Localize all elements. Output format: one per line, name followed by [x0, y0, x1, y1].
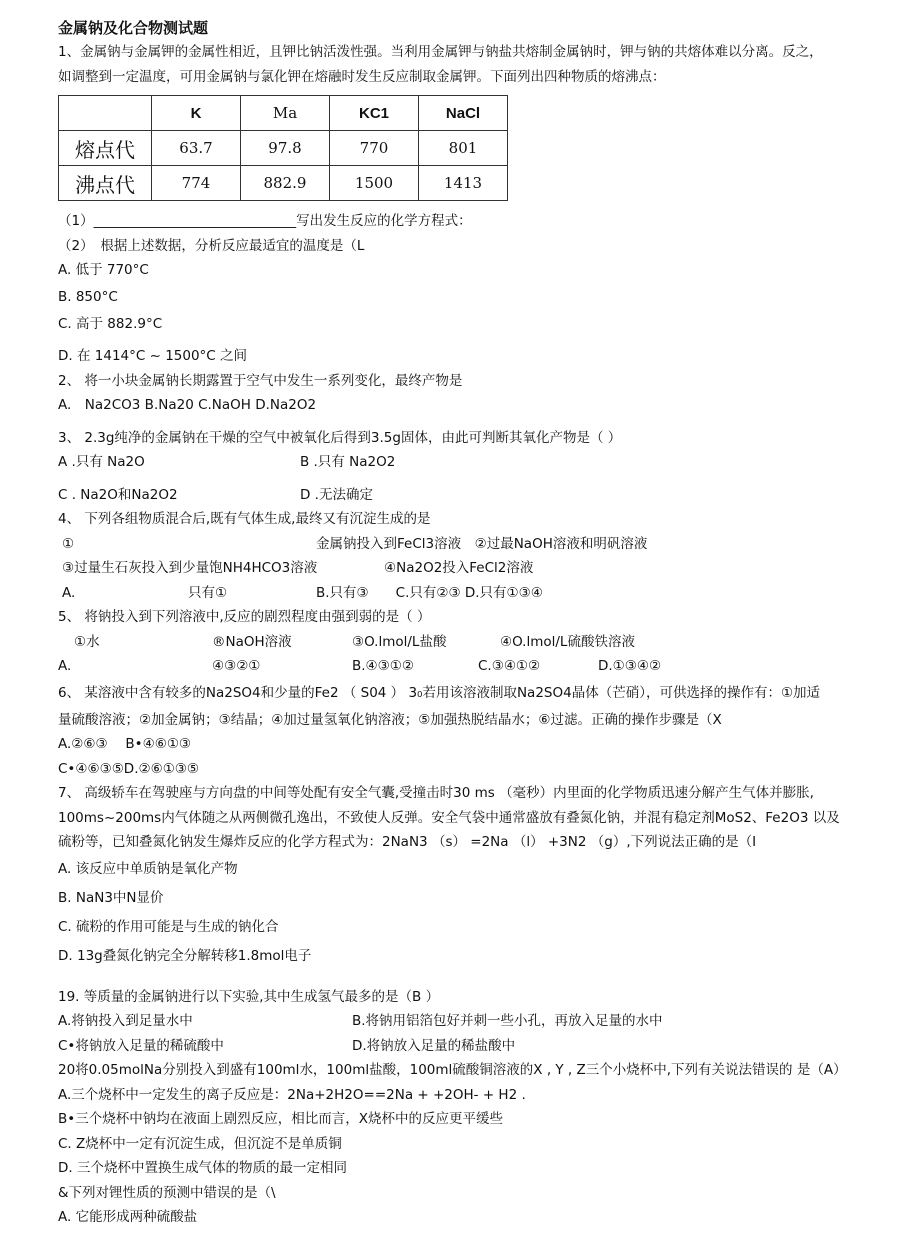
- q7-option-a: A. 该反应中单质钠是氧化产物: [58, 860, 238, 877]
- table-header-cell: NaCl: [419, 96, 508, 131]
- table-cell: 97.8: [241, 131, 330, 166]
- q1-stem-line1: 1、金属钠与金属钾的金属性相近，且钾比钠活泼性强。当利用金属钾与钠盐共熔制金属钠时，钾与钠的共熔体难以分离。反之，: [58, 44, 823, 60]
- q20-option-c: C. Z烧杯中一定有沉淀生成，但沉淀不是单质铜: [58, 1135, 342, 1152]
- q19-stem: 19. 等质量的金属钠进行以下实验,其中生成氢气最多的是（B ）: [58, 988, 440, 1005]
- table-cell: 63.7: [152, 131, 241, 166]
- table-header-cell: Ma: [241, 96, 330, 131]
- q1-option-b: B. 850°C: [58, 288, 118, 305]
- q4-option-a: A.: [62, 584, 76, 601]
- q3-option-c: C . Na2O和Na2O2: [58, 486, 178, 503]
- q7-stem-line2: 100ms~200ms内气体随之从两侧微孔逸出，不致使人反弹。安全气袋中通常盛放有叠氮化钠，并混有稳定剂MoS2、Fe2O3 以及: [58, 809, 840, 826]
- table-corner-cell: [59, 96, 152, 131]
- q3-option-a: A .只有 Na2O: [58, 454, 145, 470]
- q7-stem-line3: 硫粉等，已知叠氮化钠发生爆炸反应的化学方程式为：2NaN3 （s） =2Na （l） +3N2 （g）,下列说法正确的是（I: [58, 834, 757, 850]
- q5-solutions: [58, 630, 868, 655]
- q3-stem: 3、 2.3g纯净的金属钠在干燥的空气中被氧化后得到3.5g固体，由此可判断其氧化产物是（ ）: [58, 429, 622, 446]
- q3-option-d: D .无法确定: [300, 486, 373, 503]
- table-cell: 770: [330, 131, 419, 166]
- table-row: [59, 166, 508, 201]
- q7-stem-line1: 7、 高级轿车在驾驶座与方向盘的中间等处配有安全气囊,受撞击时30 ms （毫秒）内里面的化学物质迅速分解产生气体并膨胀,: [58, 785, 814, 801]
- q19-option-d: D.将钠放入足量的稀盐酸中: [352, 1037, 516, 1054]
- q4-item1-mark: ①: [62, 535, 75, 552]
- q19-option-a: A.将钠投入到足量水中: [58, 1013, 193, 1029]
- table-cell: 1500: [330, 166, 419, 201]
- q5-option-a-value: ④③②①: [212, 658, 261, 674]
- q6-options-ab: A.②⑥③ B•④⑥①③: [58, 736, 192, 752]
- table-cell: 774: [152, 166, 241, 201]
- q5-option-a: A.: [58, 658, 72, 674]
- table-row-label: 熔点代: [59, 131, 152, 166]
- q1-stem-line2: 如调整到一定温度，可用金属钠与氯化钾在熔融时发生反应制取金属钾。下面列出四种物质的熔沸点：: [58, 68, 666, 85]
- q4-stem: 4、 下列各组物质混合后,既有气体生成,最终又有沉淀生成的是: [58, 511, 431, 527]
- table-cell: 801: [419, 131, 508, 166]
- table-row-label: 沸点代: [59, 166, 152, 201]
- q1-option-d: D. 在 1414°C ~ 1500°C 之间: [58, 348, 248, 364]
- q19-options-ab: [58, 1009, 868, 1034]
- table-header-row: [59, 96, 508, 131]
- q1-sub2: （2） 根据上述数据，分析反应最适宜的温度是（L: [58, 237, 365, 254]
- q1-option-c: C. 高于 882.9°C: [58, 315, 163, 332]
- document-page: [58, 16, 868, 1230]
- q5-solution-4: ④O.lmol/L硫酸铁溶液: [500, 633, 635, 650]
- q20-stem: 20将0.05molNa分别投入到盛有100ml水，100ml盐酸，100ml硫酸铜溶液的X , Y , Z三个小烧杯中,下列有关说法错误的 是（A）: [58, 1062, 847, 1078]
- table-header-cell: KC1: [330, 96, 419, 131]
- q19-option-b: B.将钠用铝箔包好并刺一些小孔，再放入足量的水中: [352, 1013, 663, 1029]
- q20-option-b: B•三个烧杯中钠均在液面上剧烈反应，相比而言，X烧杯中的反应更平缓些: [58, 1111, 503, 1127]
- q5-option-b: B.④③①②: [352, 658, 414, 674]
- melting-boiling-table: [58, 95, 508, 201]
- q3-options-cd: [58, 483, 868, 508]
- q3-options-ab: [58, 450, 868, 475]
- q7-option-c: C. 硫粉的作用可能是与生成的钠化合: [58, 918, 279, 935]
- q5-solution-3: ③O.lmol/L盐酸: [352, 633, 447, 650]
- table-header-cell: K: [152, 96, 241, 131]
- q3-option-b: B .只有 Na2O2: [300, 454, 396, 470]
- q4-item4: ④Na2O2投入FeCl2溶液: [384, 560, 534, 576]
- q20-option-a: A.三个烧杯中一定发生的离子反应是：2Na+2H2O==2Na + +2OH- + H2 .: [58, 1086, 526, 1103]
- q7-option-d: D. 13g叠氮化钠完全分解转移1.8mol电子: [58, 947, 312, 964]
- q6-stem-line2: 量硫酸溶液；②加金属钠；③结晶；④加过量氢氧化钠溶液；⑤加强热脱结晶水；⑥过滤。正确的操作步骤是（X: [58, 711, 722, 728]
- q6-stem-line1: 6、 某溶液中含有较多的Na2SO4和少量的Fe2 （ S04 ） 3₀若用该溶液制取Na2SO4晶体（芒硝），可供选择的操作有：①加适: [58, 684, 821, 701]
- q2-stem: 2、 将一小块金属钠长期露置于空气中发生一系列变化，最终产物是: [58, 372, 463, 389]
- q2-options: A. Na2CO3 B.Na20 C.NaOH D.Na2O2: [58, 397, 317, 413]
- q1-option-a: A. 低于 770°C: [58, 262, 149, 278]
- q4-option-a-value: 只有①: [188, 584, 228, 601]
- q-last-stem: &下列对锂性质的预测中错误的是（\: [58, 1184, 276, 1201]
- q1-sub1: （1）______________________________写出发生反应的化学方程式：: [58, 213, 472, 229]
- q4-item1-2: 金属钠投入到FeCl3溶液 ②过最NaOH溶液和明矾溶液: [316, 535, 648, 552]
- q5-solution-2: ®NaOH溶液: [212, 633, 292, 650]
- q20-option-d: D. 三个烧杯中置换生成气体的物质的最一定相同: [58, 1160, 347, 1176]
- q4-item3: ③过量生石灰投入到少量饱NH4HCO3溶液: [62, 560, 318, 576]
- q4-options: [58, 581, 868, 606]
- table-cell: 882.9: [241, 166, 330, 201]
- q4-options-bcd: B.只有③ C.只有②③ D.只有①③④: [316, 584, 543, 601]
- q19-options-cd: [58, 1034, 868, 1059]
- q7-option-b: B. NaN3中N显价: [58, 889, 164, 906]
- table-row: [59, 131, 508, 166]
- q6-options-cd: C•④⑥③⑤D.②⑥①③⑤: [58, 760, 199, 777]
- doc-title: 金属钠及化合物测试题: [58, 19, 209, 37]
- q4-items-34: [58, 556, 868, 581]
- q5-solution-1: ①水: [74, 633, 100, 650]
- q19-option-c: C•将钠放入足量的稀硫酸中: [58, 1037, 224, 1054]
- q5-option-c: C.③④①②: [478, 658, 541, 674]
- q5-stem: 5、 将钠投入到下列溶液中,反应的剧烈程度由强到弱的是（ ）: [58, 609, 431, 625]
- q-last-option-a: A. 它能形成两种硫酸盐: [58, 1209, 198, 1225]
- table-cell: 1413: [419, 166, 508, 201]
- q5-options: [58, 654, 868, 679]
- q4-items-12: [58, 532, 868, 557]
- q5-option-d: D.①③④②: [598, 658, 662, 674]
